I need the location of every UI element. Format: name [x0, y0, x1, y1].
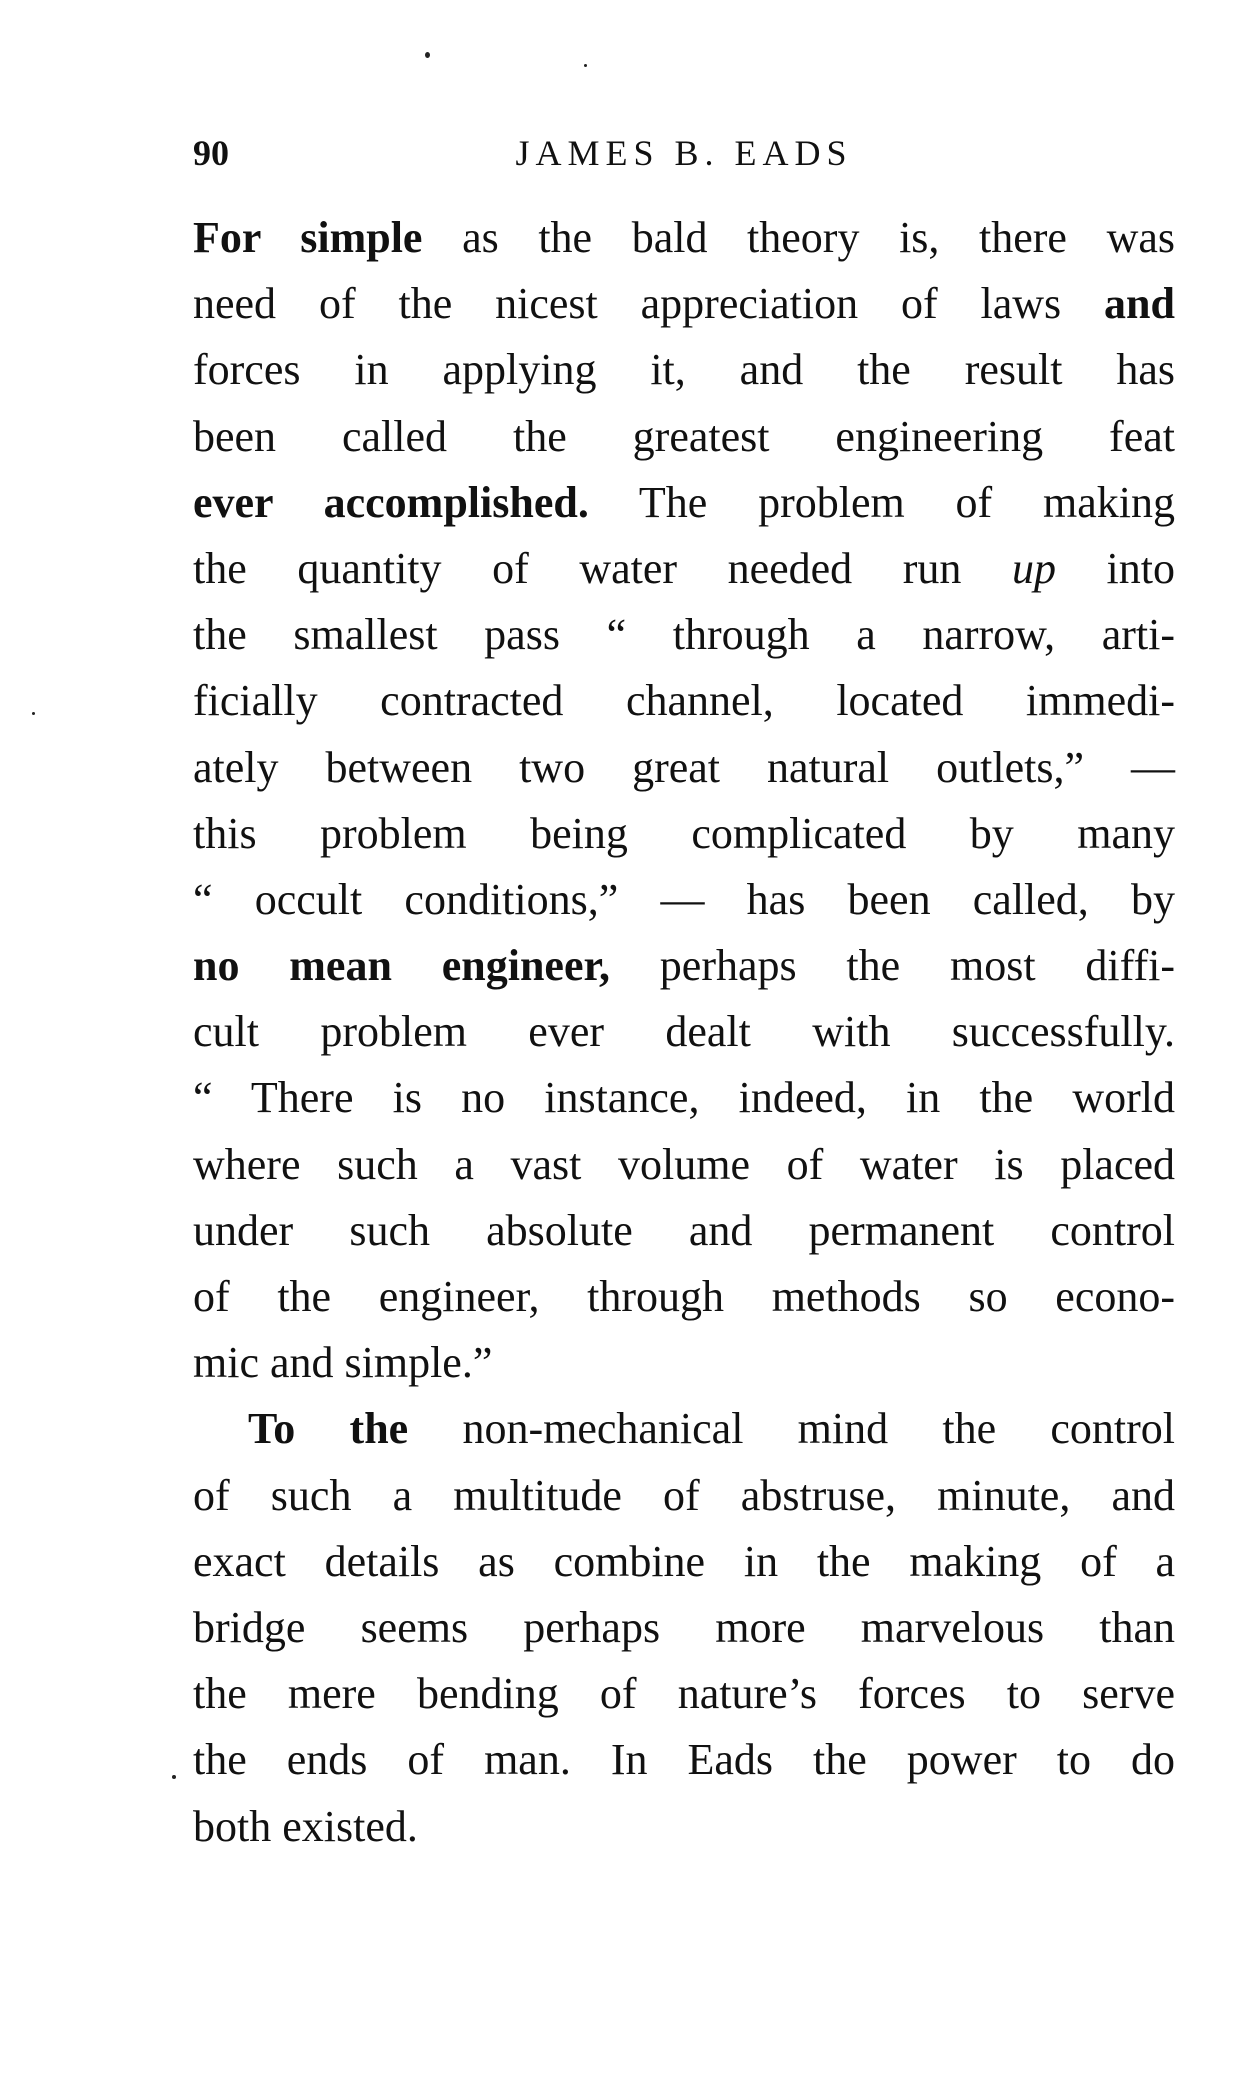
- text-line: mic and simple.”: [193, 1338, 493, 1388]
- text-line: ficially contracted channel, located immedi-: [193, 676, 1175, 726]
- ink-speck: [172, 1775, 176, 1779]
- ink-speck: [32, 712, 35, 715]
- text-line: the smallest pass “ through a narrow, arti-: [193, 610, 1175, 660]
- body-text: [193, 205, 1175, 1860]
- text-line: both existed.: [193, 1801, 418, 1851]
- text-line: the ends of man. In Eads the power to do: [193, 1735, 1175, 1785]
- text-line: no mean engineer, perhaps the most diffi-: [193, 941, 1175, 991]
- text-line: “ There is no instance, indeed, in the world: [193, 1073, 1175, 1123]
- text-line: where such a vast volume of water is placed: [193, 1139, 1175, 1189]
- text-line: this problem being complicated by many: [193, 808, 1175, 858]
- text-line: need of the nicest appreciation of laws and: [193, 279, 1175, 329]
- text-line: ately between two great natural outlets,” —: [193, 742, 1175, 792]
- text-line: To the non-mechanical mind the control: [248, 1404, 1176, 1454]
- running-head: [193, 132, 1175, 182]
- text-line: the mere bending of nature’s forces to serve: [193, 1669, 1175, 1719]
- text-line: the quantity of water needed run up into: [193, 543, 1176, 593]
- text-line: of the engineer, through methods so econo-: [193, 1272, 1175, 1321]
- ink-speck: [425, 52, 430, 58]
- page-number: 90: [193, 133, 229, 173]
- text-line: “ occult conditions,” — has been called, by: [193, 874, 1175, 924]
- text-line: For simple as the bald theory is, there was: [193, 213, 1175, 262]
- text-line: been called the greatest engineering feat: [193, 411, 1175, 461]
- text-line: of such a multitude of abstruse, minute, and: [193, 1470, 1175, 1520]
- ink-speck: [584, 64, 587, 67]
- text-line: exact details as combine in the making of a: [193, 1536, 1175, 1586]
- text-line: cult problem ever dealt with successfully.: [193, 1007, 1175, 1057]
- text-line: under such absolute and permanent control: [193, 1205, 1175, 1255]
- running-title: JAMES B. EADS: [515, 133, 853, 173]
- text-line: forces in applying it, and the result has: [193, 345, 1175, 395]
- text-line: bridge seems perhaps more marvelous than: [193, 1602, 1175, 1652]
- text-line: ever accomplished. The problem of making: [193, 477, 1175, 527]
